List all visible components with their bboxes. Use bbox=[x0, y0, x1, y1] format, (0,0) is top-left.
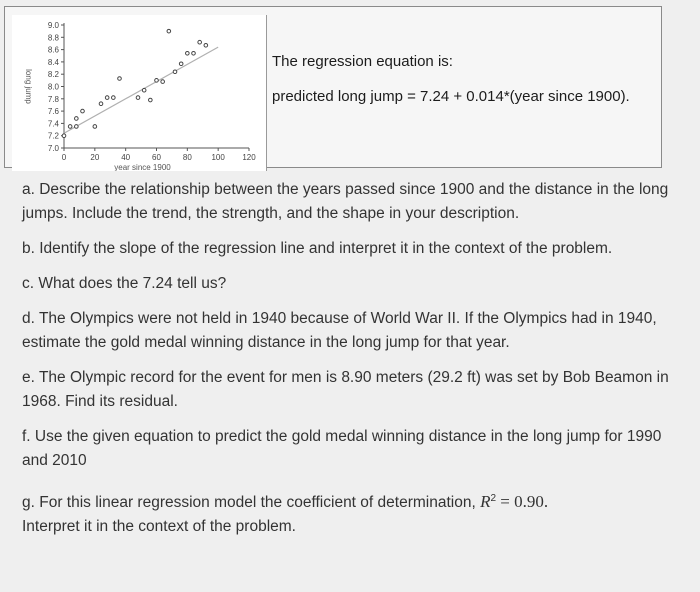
x-tick-label: 100 bbox=[211, 153, 225, 162]
data-point bbox=[167, 29, 171, 33]
y-tick-label: 8.0 bbox=[47, 82, 59, 92]
data-point bbox=[105, 96, 109, 100]
data-point bbox=[75, 125, 79, 129]
r-squared-symbol: R bbox=[480, 492, 491, 512]
question-g-interpret: Interpret it in the context of the problem. bbox=[22, 518, 296, 536]
question-c: c. What does the 7.24 tell us? bbox=[22, 275, 227, 292]
r-squared-exponent: 2 bbox=[490, 493, 497, 504]
data-point bbox=[179, 62, 183, 66]
y-tick-label: 8.2 bbox=[47, 70, 59, 80]
data-point bbox=[149, 98, 153, 102]
question-list bbox=[22, 178, 682, 550]
scatter-plot-svg bbox=[12, 15, 266, 171]
data-point bbox=[112, 96, 116, 100]
data-point bbox=[186, 51, 190, 55]
equation-title: The regression equation is: bbox=[272, 53, 453, 70]
data-point bbox=[93, 125, 97, 129]
question-d: d. The Olympics were not held in 1940 because of World War II. If the Olympics had in 1940, estimate the gold medal winning distance in the long jump for that year. bbox=[22, 310, 657, 351]
x-tick-label: 60 bbox=[152, 153, 161, 162]
regression-equation-text bbox=[272, 51, 662, 108]
data-point bbox=[118, 77, 122, 81]
data-point bbox=[204, 43, 208, 47]
figure-panel bbox=[4, 6, 662, 171]
x-tick-label: 0 bbox=[61, 153, 67, 162]
data-point bbox=[136, 96, 140, 100]
data-point bbox=[155, 79, 159, 83]
data-point bbox=[68, 125, 72, 129]
x-tick-label: 20 bbox=[90, 153, 100, 162]
question-g bbox=[22, 487, 682, 539]
x-axis-label: year since 1900 bbox=[114, 163, 171, 171]
question-e: e. The Olympic record for the event for men is 8.90 meters (29.2 ft) was set by Bob Beamon in 1968. Find its residual. bbox=[22, 369, 669, 410]
y-tick-label: 7.0 bbox=[47, 144, 59, 153]
data-point bbox=[81, 109, 85, 113]
question-b: b. Identify the slope of the regression line and interpret it in the context of the problem. bbox=[22, 240, 613, 257]
y-tick-label: 7.6 bbox=[47, 107, 59, 117]
y-tick-label: 7.8 bbox=[47, 94, 59, 104]
data-point bbox=[192, 51, 196, 55]
x-tick-label: 80 bbox=[182, 153, 192, 162]
question-a: a. Describe the relationship between the years passed since 1900 and the distance in the long jumps. Include the trend, the strength, and the shape in your description. bbox=[22, 181, 669, 222]
data-point bbox=[62, 134, 66, 138]
y-tick-label: 8.8 bbox=[47, 33, 59, 43]
data-point bbox=[161, 80, 165, 84]
y-tick-label: 9.0 bbox=[47, 21, 59, 30]
x-tick-label: 120 bbox=[242, 153, 256, 162]
x-tick-label: 40 bbox=[121, 153, 131, 162]
equation-line: predicted long jump = 7.24 + 0.014*(year since 1900). bbox=[272, 88, 630, 105]
y-tick-label: 8.4 bbox=[47, 57, 59, 67]
y-tick-label: 7.2 bbox=[47, 131, 59, 141]
r-squared-value: = 0.90. bbox=[496, 492, 549, 512]
data-point bbox=[173, 70, 177, 74]
data-point bbox=[99, 102, 103, 106]
y-axis-label: long jump bbox=[24, 69, 33, 104]
regression-line bbox=[64, 47, 218, 133]
data-point bbox=[75, 117, 79, 121]
data-point bbox=[142, 88, 146, 92]
y-tick-label: 8.6 bbox=[47, 45, 59, 55]
question-g-text: g. For this linear regression model the coefficient of determination, bbox=[22, 494, 481, 512]
data-point bbox=[198, 40, 202, 44]
y-tick-label: 7.4 bbox=[47, 119, 59, 129]
scatter-plot bbox=[12, 15, 267, 171]
question-f: f. Use the given equation to predict the gold medal winning distance in the long jump for 1990 and 2010 bbox=[22, 428, 662, 469]
